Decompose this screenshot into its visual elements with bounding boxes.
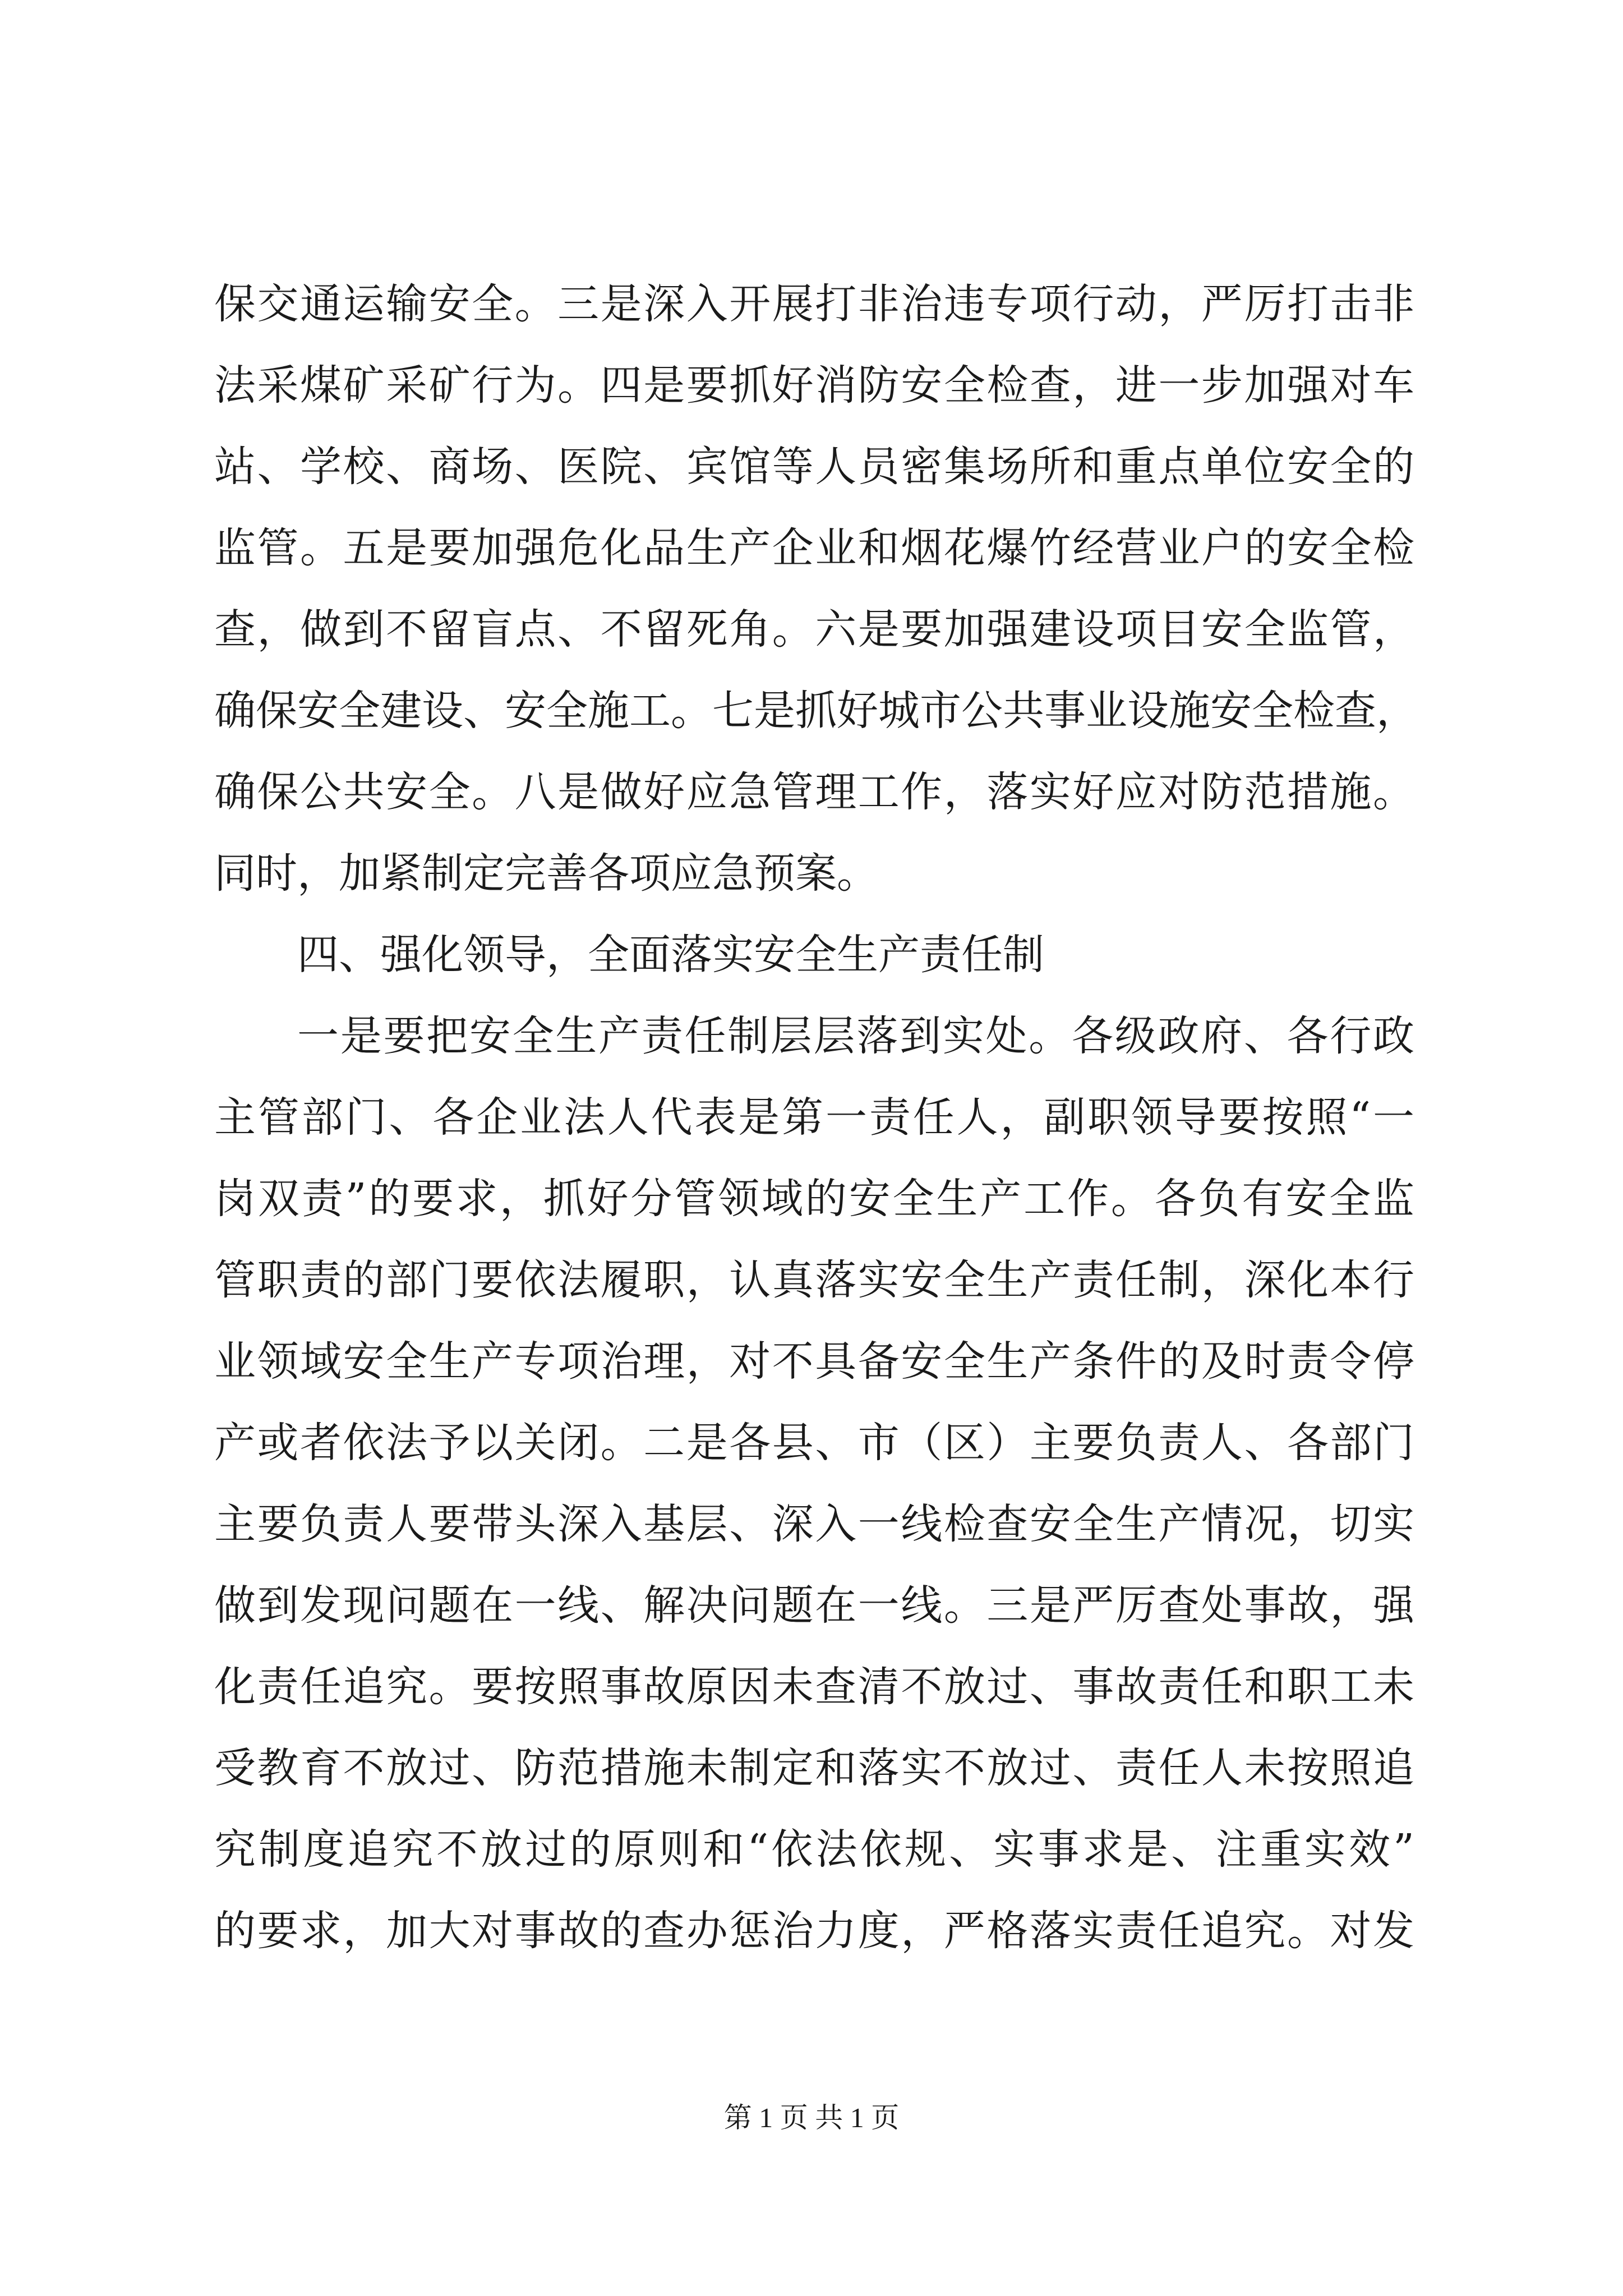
text-line: 岗双责”的要求，抓好分管领域的安全生产工作。各负有安全监 — [214, 1175, 1414, 1223]
text-line: 主管部门、各企业法人代表是第一责任人，副职领导要按照“一 — [214, 1093, 1414, 1142]
text-line: 做到发现问题在一线、解决问题在一线。三是严厉查处事故，强 — [214, 1581, 1414, 1630]
body-text — [214, 264, 1418, 1972]
text-line: 监管。五是要加强危化品生产企业和烟花爆竹经营业户的安全检 — [214, 524, 1414, 572]
text-line: 管职责的部门要依法履职，认真落实安全生产责任制，深化本行 — [214, 1256, 1414, 1304]
text-line: 确保安全建设、安全施工。七是抓好城市公共事业设施安全检查， — [214, 687, 1418, 735]
text-line: 确保公共安全。八是做好应急管理工作，落实好应对防范措施。 — [214, 768, 1414, 816]
section-heading: 四、强化领导，全面落实安全生产责任制 — [297, 931, 1044, 979]
text-line: 究制度追究不放过的原则和“依法依规、实事求是、注重实效” — [214, 1825, 1414, 1874]
text-line: 站、学校、商场、医院、宾馆等人员密集场所和重点单位安全的 — [214, 443, 1414, 491]
text-line: 产或者依法予以关闭。二是各县、市（区）主要负责人、各部门 — [214, 1419, 1414, 1467]
text-line: 的要求，加大对事故的查办惩治力度，严格落实责任追究。对发 — [214, 1907, 1414, 1955]
text-line: 业领域安全生产专项治理，对不具备安全生产条件的及时责令停 — [214, 1337, 1414, 1386]
text-line: 主要负责人要带头深入基层、深入一线检查安全生产情况，切实 — [214, 1500, 1414, 1548]
text-line: 保交通运输安全。三是深入开展打非治违专项行动，严厉打击非 — [214, 280, 1414, 328]
text-line: 一是要把安全生产责任制层层落到实处。各级政府、各行政 — [297, 1012, 1414, 1060]
text-line: 化责任追究。要按照事故原因未查清不放过、事故责任和职工未 — [214, 1663, 1414, 1711]
text-line: 法采煤矿采矿行为。四是要抓好消防安全检查，进一步加强对车 — [214, 361, 1414, 409]
page-number-label: 第 1 页 共 1 页 — [723, 2102, 900, 2133]
text-line: 查，做到不留盲点、不留死角。六是要加强建设项目安全监管， — [214, 605, 1414, 654]
page-footer — [0, 2098, 1623, 2137]
text-line: 同时，加紧制定完善各项应急预案。 — [214, 849, 878, 898]
text-line: 受教育不放过、防范措施未制定和落实不放过、责任人未按照追 — [214, 1744, 1414, 1792]
